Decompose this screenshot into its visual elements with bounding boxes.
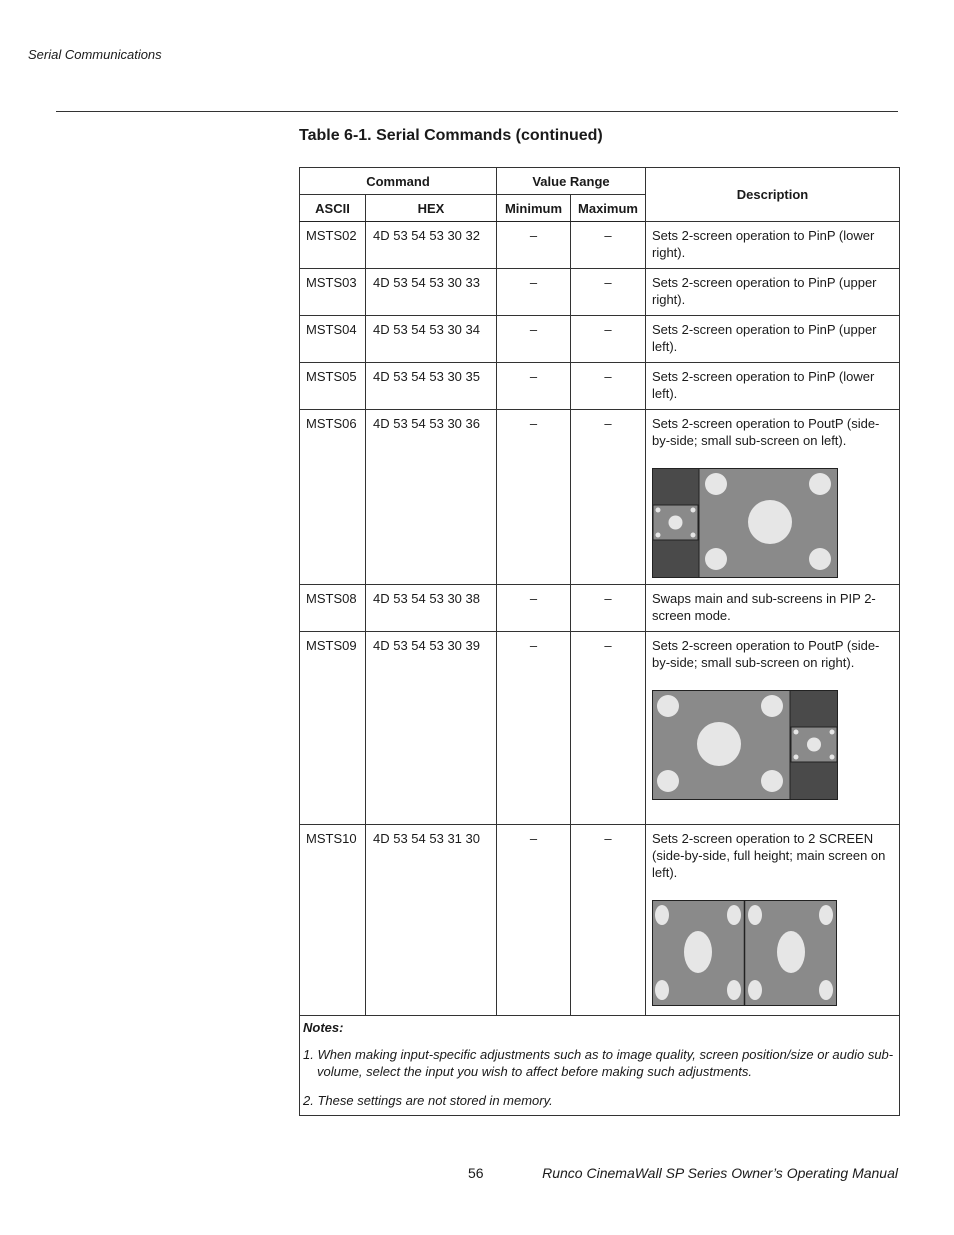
right-corner-ellipse [819, 980, 833, 1000]
footer-manual-title: Runco CinemaWall SP Series Owner’s Operating Manual [542, 1165, 898, 1181]
table-row [300, 585, 900, 632]
sub-corner-circle [794, 755, 799, 760]
page-number: 56 [468, 1165, 484, 1181]
left-corner-ellipse [727, 905, 741, 925]
cell-min: – [497, 222, 571, 269]
header-description: Description [646, 168, 900, 222]
cell-ascii: MSTS06 [300, 410, 366, 585]
cell-hex: 4D 53 54 53 30 33 [366, 269, 497, 316]
right-corner-ellipse [748, 980, 762, 1000]
sub-corner-circle [656, 533, 661, 538]
cell-ascii: MSTS03 [300, 269, 366, 316]
sub-corner-circle [656, 508, 661, 513]
cell-max: – [571, 222, 646, 269]
left-corner-ellipse [655, 905, 669, 925]
poutp-right-diagram [652, 690, 838, 800]
right-corner-ellipse [819, 905, 833, 925]
two-screen-diagram [652, 900, 838, 1006]
sub-center-circle [807, 738, 821, 752]
cell-min: – [497, 316, 571, 363]
cell-max: – [571, 363, 646, 410]
table-row [300, 632, 900, 825]
cell-min: – [497, 585, 571, 632]
main-corner-circle [657, 695, 679, 717]
sub-corner-circle [794, 730, 799, 735]
main-corner-circle [761, 695, 783, 717]
right-corner-ellipse [748, 905, 762, 925]
header-maximum: Maximum [571, 195, 646, 222]
cell-min: – [497, 363, 571, 410]
cell-hex: 4D 53 54 53 30 34 [366, 316, 497, 363]
cell-ascii: MSTS04 [300, 316, 366, 363]
cell-description: Sets 2-screen operation to PinP (upper left). [646, 316, 900, 363]
cell-description: Sets 2-screen operation to PinP (lower right). [646, 222, 900, 269]
cell-max: – [571, 632, 646, 825]
cell-min: – [497, 825, 571, 1016]
cell-min: – [497, 269, 571, 316]
table-title: Table 6-1. Serial Commands (continued) [299, 127, 603, 144]
left-corner-ellipse [727, 980, 741, 1000]
sub-center-circle [669, 516, 683, 530]
cell-max: – [571, 410, 646, 585]
cell-hex: 4D 53 54 53 30 39 [366, 632, 497, 825]
poutp-left-diagram [652, 468, 838, 578]
cell-description-with-diagram [646, 632, 900, 825]
serial-commands-table [299, 167, 900, 1116]
table-row [300, 410, 900, 585]
note-item: 1. When making input-specific adjustments such as to image quality, screen position/size or audio sub-volume, select the input you wish to affect before making such adjustments. [303, 1047, 894, 1079]
note-item: 2. These settings are not stored in memory. [303, 1093, 553, 1108]
cell-description-with-diagram [646, 410, 900, 585]
notes-row [300, 1016, 900, 1116]
right-center-ellipse [777, 931, 805, 973]
cell-description: Sets 2-screen operation to PoutP (side-by-side; small sub-screen on left). [652, 416, 880, 448]
sub-corner-circle [691, 508, 696, 513]
table-row [300, 825, 900, 1016]
sub-corner-circle [691, 533, 696, 538]
cell-max: – [571, 316, 646, 363]
cell-min: – [497, 410, 571, 585]
cell-description: Sets 2-screen operation to PinP (lower left). [646, 363, 900, 410]
main-corner-circle [705, 548, 727, 570]
cell-hex: 4D 53 54 53 30 35 [366, 363, 497, 410]
table-row [300, 222, 900, 269]
main-corner-circle [809, 548, 831, 570]
sub-corner-circle [830, 730, 835, 735]
cell-max: – [571, 585, 646, 632]
cell-description: Sets 2-screen operation to 2 SCREEN (side-by-side, full height; main screen on left). [652, 831, 886, 880]
header-command: Command [300, 168, 497, 195]
cell-description-with-diagram [646, 825, 900, 1016]
cell-min: – [497, 632, 571, 825]
cell-hex: 4D 53 54 53 30 32 [366, 222, 497, 269]
header-rule [56, 111, 898, 112]
cell-ascii: MSTS02 [300, 222, 366, 269]
cell-max: – [571, 269, 646, 316]
notes-heading: Notes: [303, 1020, 344, 1035]
header-minimum: Minimum [497, 195, 571, 222]
cell-max: – [571, 825, 646, 1016]
cell-ascii: MSTS10 [300, 825, 366, 1016]
cell-hex: 4D 53 54 53 31 30 [366, 825, 497, 1016]
table-row [300, 316, 900, 363]
cell-ascii: MSTS08 [300, 585, 366, 632]
cell-hex: 4D 53 54 53 30 36 [366, 410, 497, 585]
header-ascii: ASCII [300, 195, 366, 222]
main-corner-circle [657, 770, 679, 792]
cell-ascii: MSTS05 [300, 363, 366, 410]
cell-description: Sets 2-screen operation to PoutP (side-by-side; small sub-screen on right). [652, 638, 880, 670]
cell-ascii: MSTS09 [300, 632, 366, 825]
main-center-circle [697, 722, 741, 766]
header-hex: HEX [366, 195, 497, 222]
main-corner-circle [809, 473, 831, 495]
table-row [300, 363, 900, 410]
main-corner-circle [705, 473, 727, 495]
main-center-circle [748, 500, 792, 544]
left-center-ellipse [684, 931, 712, 973]
cell-description: Sets 2-screen operation to PinP (upper right). [646, 269, 900, 316]
left-corner-ellipse [655, 980, 669, 1000]
header-value-range: Value Range [497, 168, 646, 195]
cell-hex: 4D 53 54 53 30 38 [366, 585, 497, 632]
table-row [300, 269, 900, 316]
running-head: Serial Communications [28, 47, 162, 62]
cell-description: Swaps main and sub-screens in PIP 2-screen mode. [646, 585, 900, 632]
main-corner-circle [761, 770, 783, 792]
sub-corner-circle [830, 755, 835, 760]
notes-cell [300, 1016, 900, 1116]
